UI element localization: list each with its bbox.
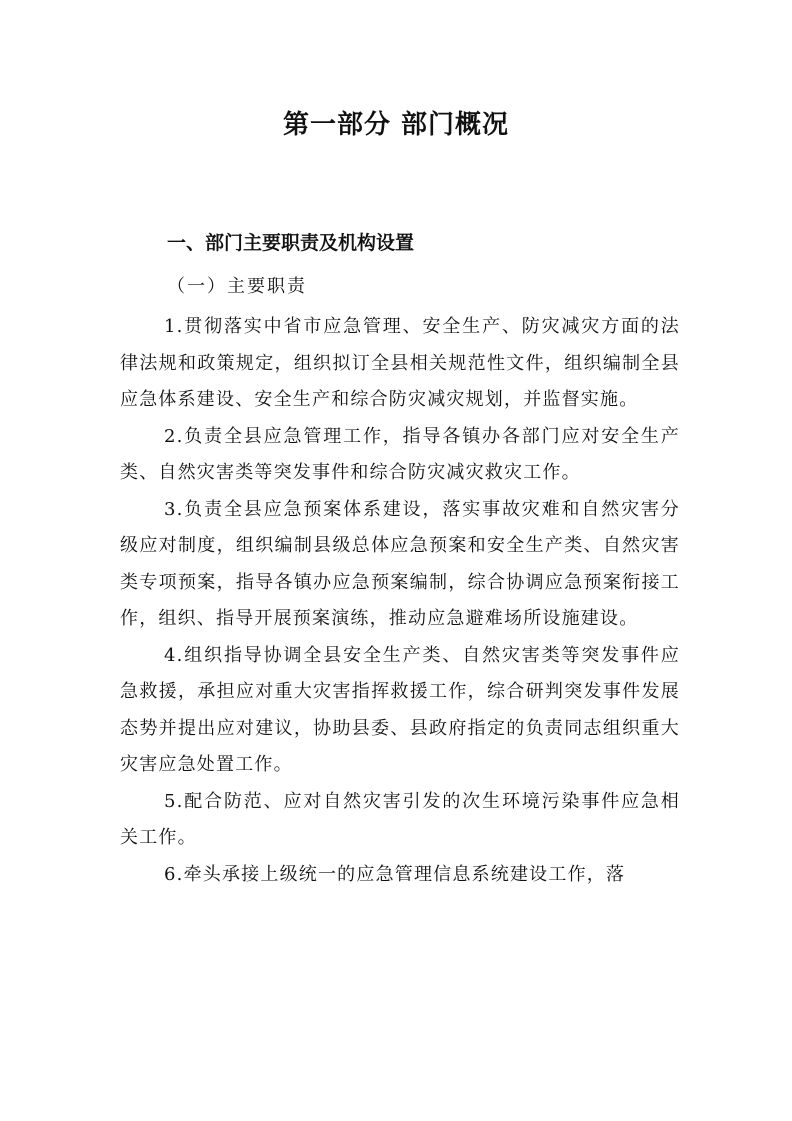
paragraph-5: 5.配合防范、应对自然灾害引发的次生环境污染事件应急相关工作。 <box>120 790 680 848</box>
paragraph-6: 6.牵头承接上级统一的应急管理信息系统建设工作，落 <box>164 863 626 885</box>
section-heading: 一、部门主要职责及机构设置 <box>167 232 415 254</box>
body-text <box>120 309 680 893</box>
paragraph-4: 4.组织指导协调全县安全生产类、自然灾害类等突发事件应急救援，承担应对重大灾害指挥救援工作，综合研判突发事件发展态势并提出应对建议，协助县委、县政府指定的负责同志组织重大灾害应急处置工作。 <box>120 644 680 775</box>
page-title: 第一部分 部门概况 <box>282 110 510 140</box>
sub-heading: （一）主要职责 <box>167 276 307 297</box>
paragraph-3: 3.负责全县应急预案体系建设，落实事故灾难和自然灾害分级应对制度，组织编制县级总体应急预案和安全生产类、自然灾害类专项预案，指导各镇办应急预案编制，综合协调应急预案衔接工作，组织、指导开展预案演练，推动应急避难场所设施建设。 <box>120 498 680 629</box>
paragraph-1: 1.贯彻落实中省市应急管理、安全生产、防灾减灾方面的法律法规和政策规定，组织拟订全县相关规范性文件，组织编制全县应急体系建设、安全生产和综合防灾减灾规划，并监督实施。 <box>120 316 680 410</box>
paragraph-2: 2.负责全县应急管理工作，指导各镇办各部门应对安全生产类、自然灾害类等突发事件和综合防灾减灾救灾工作。 <box>120 425 680 483</box>
